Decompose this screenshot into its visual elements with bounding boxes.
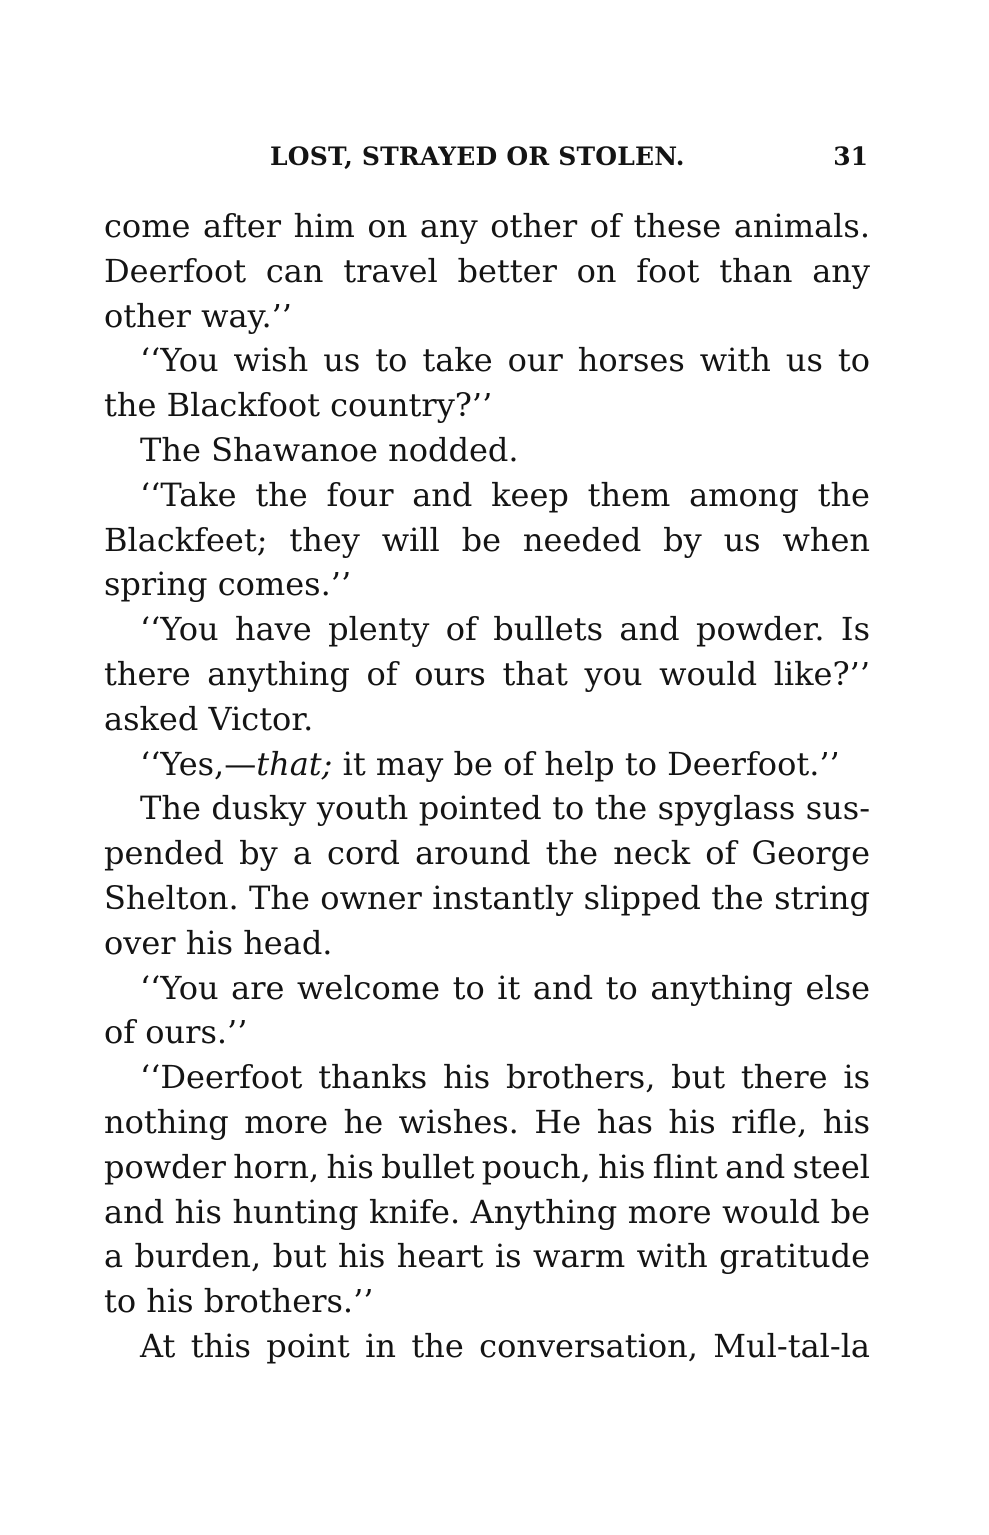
text-line: nothing more he wishes. He has his rifle, his	[104, 1102, 870, 1141]
text-line: spring comes.’’	[104, 565, 352, 604]
text-fragment: ‘‘Yes,—	[140, 744, 257, 783]
text-line: Blackfeet; they will be needed by us when	[104, 520, 870, 559]
body-text	[104, 204, 870, 1369]
text-fragment: it may be of help to Deerfoot.’’	[332, 744, 840, 783]
text-line: ‘‘You wish us to take our horses with us to	[140, 341, 870, 380]
text-line: the Blackfoot country?’’	[104, 386, 493, 425]
text-line: ‘‘You have plenty of bullets and powder. Is	[140, 610, 870, 649]
text-line: asked Victor.	[104, 699, 314, 738]
text-line: pended by a cord around the neck of George	[104, 834, 870, 873]
text-line: a burden, but his heart is warm with gratitude	[104, 1237, 870, 1276]
text-line: ‘‘Take the four and keep them among the	[140, 475, 870, 514]
text-line: other way.’’	[104, 296, 292, 335]
running-title: LOST, STRAYED OR STOLEN.	[270, 142, 685, 171]
page-number: 31	[833, 142, 868, 171]
text-line: At this point in the conversation, Mul-tal-la	[140, 1326, 870, 1365]
running-header	[104, 142, 870, 178]
text-line: ‘‘Deerfoot thanks his brothers, but there is	[140, 1058, 870, 1097]
text-line: and his hunting knife. Anything more would be	[104, 1192, 870, 1231]
text-line: of ours.’’	[104, 1013, 248, 1052]
text-line: over his head.	[104, 923, 333, 962]
italic-word: that;	[256, 744, 333, 783]
text-line: ‘‘You are welcome to it and to anything else	[140, 968, 870, 1007]
text-line: to his brothers.’’	[104, 1282, 374, 1321]
text-line: The dusky youth pointed to the spyglass sus-	[140, 789, 870, 828]
text-line	[104, 742, 870, 787]
text-line: there anything of ours that you would like?’’	[104, 654, 870, 693]
text-line: The Shawanoe nodded.	[140, 430, 519, 469]
text-line: Shelton. The owner instantly slipped the string	[104, 878, 870, 917]
text-line: Deerfoot can travel better on foot than any	[104, 251, 870, 290]
text-line: come after him on any other of these animals.	[104, 207, 870, 245]
text-line: powder horn, his bullet pouch, his flint and steel	[104, 1147, 870, 1186]
